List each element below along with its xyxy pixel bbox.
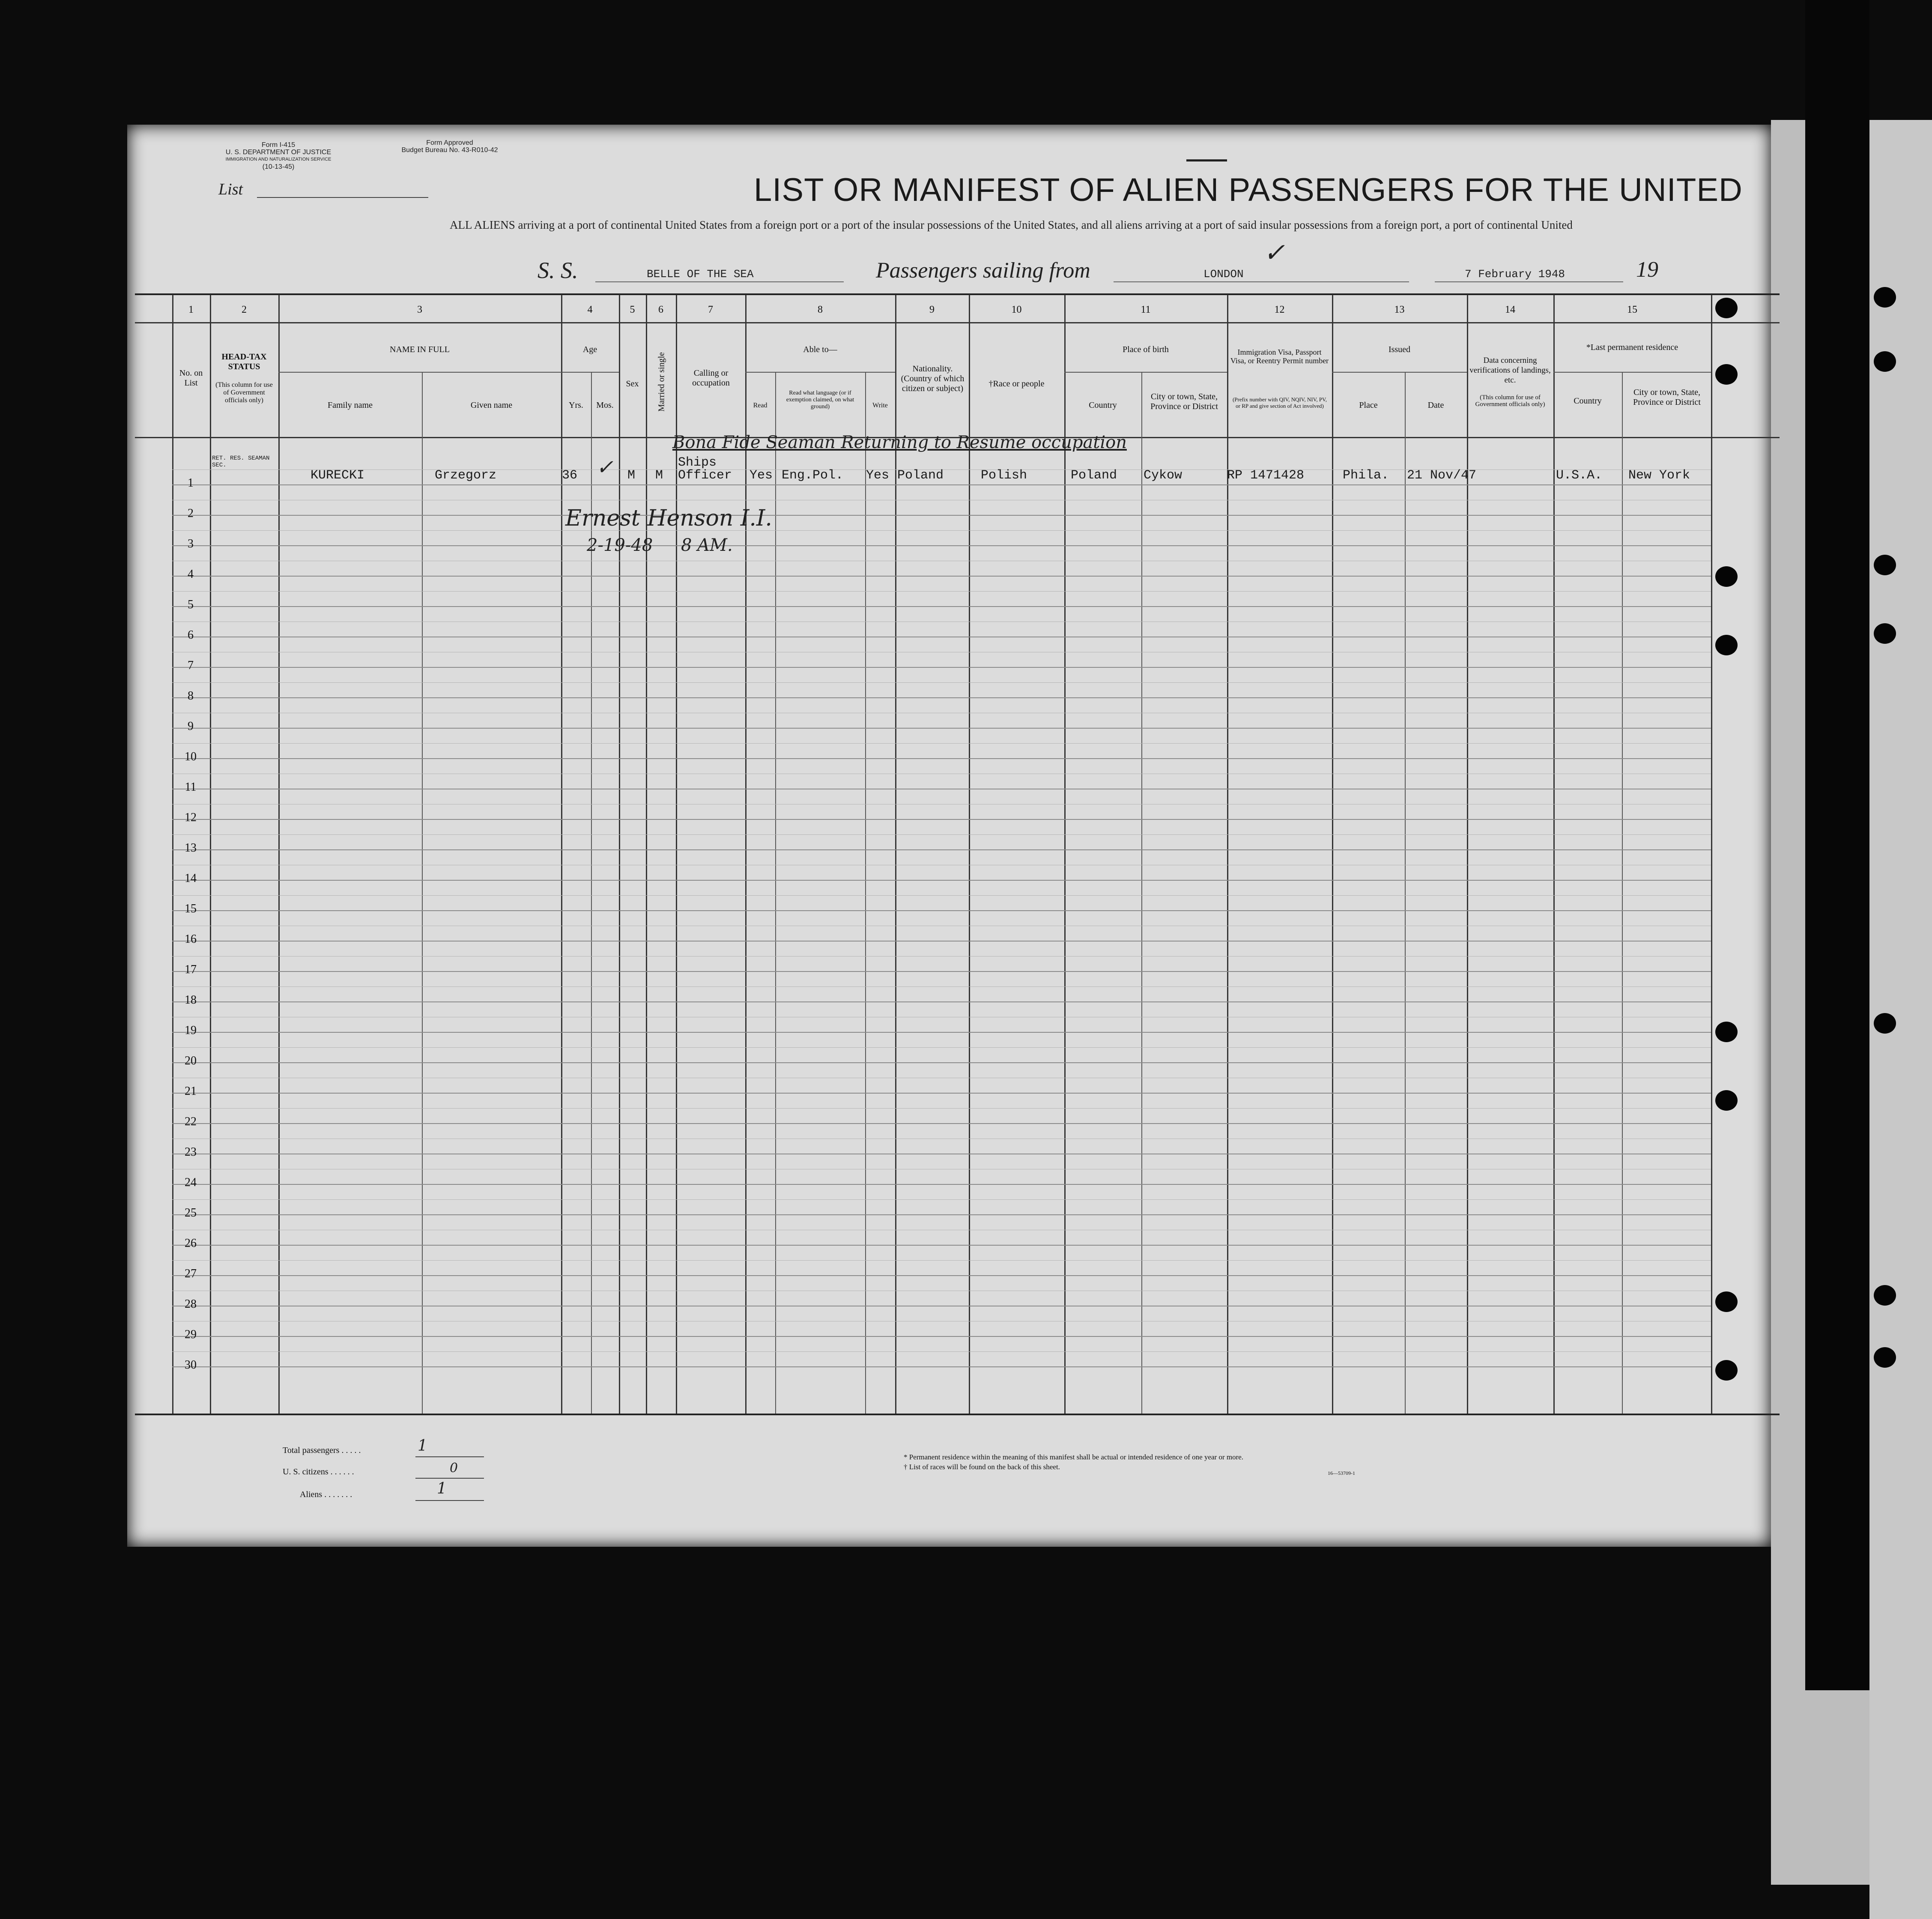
col-line-14: [1467, 295, 1468, 1414]
colnum-5: 5: [630, 304, 635, 315]
colnum-11: 11: [1141, 304, 1151, 315]
col-line-8: [745, 295, 747, 1414]
port-name: LONDON: [1203, 268, 1244, 281]
citizens-line: [415, 1478, 484, 1479]
row-number: 14: [185, 872, 197, 885]
hdr-res-country: Country: [1574, 396, 1602, 406]
punch-hole: [1874, 1013, 1896, 1034]
total-line: [415, 1456, 484, 1457]
hdr-head-tax: HEAD-TAX STATUS: [221, 352, 267, 371]
colnum-1: 1: [188, 304, 194, 315]
row-number: 11: [185, 780, 197, 794]
colnum-15: 15: [1627, 304, 1637, 315]
inspection-date: 2-19-48: [587, 535, 653, 555]
punch-hole: [1715, 1090, 1738, 1111]
total-passengers-value: 1: [418, 1437, 427, 1455]
row-rule: [172, 819, 1711, 820]
row-sub-rule: [172, 1199, 1711, 1200]
colnum-2: 2: [242, 304, 247, 315]
row-number: 12: [185, 811, 197, 824]
row-rule: [172, 667, 1711, 668]
row-rule: [172, 1032, 1711, 1033]
visa-cell: RP 1471428: [1227, 468, 1305, 483]
issued-date-cell: 21 Nov/47: [1407, 468, 1477, 483]
hdr-calling: Calling or occupation: [692, 368, 730, 388]
row-sub-rule: [172, 530, 1711, 531]
row-number: 27: [185, 1267, 197, 1280]
hdr-place-of-birth: Place of birth: [1123, 345, 1169, 354]
age-check: ✓: [596, 456, 614, 479]
row-sub-rule: [172, 1047, 1711, 1048]
hdr-read: Read: [753, 402, 767, 409]
table-bottom-rule: [135, 1414, 1780, 1415]
list-label: List: [218, 180, 243, 198]
row-number: 30: [185, 1358, 197, 1372]
col-line-8c: [865, 373, 866, 1414]
punch-hole: [1715, 566, 1738, 587]
colnum-10: 10: [1011, 304, 1022, 315]
residence-sub-rule: [1553, 372, 1711, 373]
occupation-line-2: Officer: [678, 468, 732, 483]
write-cell: Yes: [866, 468, 890, 483]
row-number: 1: [188, 476, 194, 490]
us-citizens-label: U. S. citizens . . . . . .: [283, 1467, 354, 1477]
res-country-cell: U.S.A.: [1556, 468, 1603, 483]
row-rule: [172, 1336, 1711, 1337]
birth-sub-rule: [1064, 372, 1227, 373]
row-number: 16: [185, 933, 197, 946]
hdr-read-language: Read what language (or if exemption claimed, on what ground): [786, 390, 854, 410]
col-line-3b: [422, 373, 423, 1414]
punch-hole: [1874, 623, 1896, 644]
col-line-13b: [1405, 373, 1406, 1414]
row-sub-rule: [172, 743, 1711, 744]
married-cell: M: [655, 468, 663, 483]
hdr-yrs: Yrs.: [569, 401, 583, 410]
colnum-9: 9: [929, 304, 935, 315]
col-line-15b: [1622, 373, 1623, 1414]
row-number: 28: [185, 1297, 197, 1311]
date-line: [1435, 281, 1623, 282]
hdr-able-to: Able to—: [803, 345, 837, 354]
row-rule: [172, 728, 1711, 729]
row-number: 9: [188, 720, 194, 733]
aliens-label: Aliens . . . . . . .: [300, 1490, 352, 1499]
punch-hole: [1874, 1285, 1896, 1306]
colnum-8: 8: [818, 304, 823, 315]
col-line-2: [210, 295, 211, 1414]
sailing-label: Passengers sailing from: [876, 258, 1090, 283]
row-sub-rule: [172, 986, 1711, 987]
row-rule: [172, 1123, 1711, 1124]
row-rule: [172, 576, 1711, 577]
name-sub-rule: [278, 372, 561, 373]
row-number: 25: [185, 1206, 197, 1220]
footnote-residence: * Permanent residence within the meaning of this manifest shall be actual or intended residence of one year or more.: [904, 1453, 1244, 1461]
total-passengers-text: Total passengers: [283, 1446, 340, 1455]
hdr-res-city: City or town, State, Province or District: [1633, 388, 1701, 407]
hdr-race: †Race or people: [988, 379, 1045, 389]
scan-border: [1805, 0, 1869, 1690]
row-rule: [172, 515, 1711, 516]
aliens-line: [415, 1500, 484, 1501]
col-line-6: [646, 295, 647, 1414]
hdr-birth-city: City or town, State, Province or District: [1150, 392, 1218, 411]
row-number: 20: [185, 1054, 197, 1067]
sailing-date: 7 February 1948: [1465, 268, 1565, 281]
punch-hole: [1715, 1360, 1738, 1381]
row-rule: [172, 1214, 1711, 1215]
total-passengers-label: Total passengers . . . . .: [283, 1446, 361, 1455]
occupation-line-1: Ships: [678, 455, 717, 470]
row-number: 23: [185, 1145, 197, 1159]
issued-sub-rule: [1332, 372, 1467, 373]
row-rule: [172, 1062, 1711, 1063]
row-number: 7: [188, 659, 194, 672]
row-rule: [172, 1275, 1711, 1276]
punch-hole: [1715, 364, 1738, 385]
age-yrs-cell: 36: [562, 468, 578, 483]
colnum-rule: [135, 322, 1780, 323]
row-rule: [172, 758, 1711, 759]
page-subtitle: ALL ALIENS arriving at a port of continental United States from a foreign port or a port of the insular possessions of the United States, and all aliens arriving at a port of said insular possessions from a foreign port, a port of continental United: [450, 218, 1573, 231]
hdr-given-name: Given name: [470, 401, 513, 410]
us-citizens-text: U. S. citizens: [283, 1467, 328, 1477]
able-sub-rule: [745, 372, 895, 373]
col-line-11: [1064, 295, 1066, 1414]
hdr-issued-place: Place: [1359, 401, 1378, 410]
annotation-handwritten: Bona Fide Seaman Returning to Resume occupation: [672, 433, 1127, 452]
col-line-7: [676, 295, 677, 1414]
ship-name: BELLE OF THE SEA: [647, 268, 754, 281]
hdr-no-on-list: No. on List: [179, 368, 203, 388]
inspector-signature: Ernest Henson I.I.: [565, 505, 772, 531]
row-number: 29: [185, 1328, 197, 1341]
punch-hole: [1874, 287, 1896, 308]
row-rule: [172, 910, 1711, 911]
colnum-14: 14: [1505, 304, 1515, 315]
inspection-time: 8 AM.: [681, 535, 733, 555]
colnum-6: 6: [658, 304, 663, 315]
table-top-rule: [135, 293, 1780, 295]
aliens-value: 1: [437, 1480, 447, 1498]
hdr-data-concerning: Data concerning verifications of landings, etc.: [1469, 356, 1551, 385]
row-sub-rule: [172, 1108, 1711, 1109]
col-line-13: [1332, 295, 1333, 1414]
row-number: 6: [188, 628, 194, 642]
budget-number: Budget Bureau No. 43-R010-42: [401, 146, 498, 154]
row-number: 3: [188, 537, 194, 550]
form-id-block: [206, 141, 351, 170]
read-cell: Yes: [750, 468, 773, 483]
col-line-9: [895, 295, 896, 1414]
row-sub-rule: [172, 1260, 1711, 1261]
col-line-3: [278, 295, 280, 1414]
language-cell: Eng.Pol.: [782, 468, 844, 483]
punch-hole: [1874, 555, 1896, 575]
row-number: 19: [185, 1024, 197, 1037]
col-line-12: [1227, 295, 1228, 1414]
row-number: 21: [185, 1085, 197, 1098]
row-rule: [172, 1093, 1711, 1094]
col-line-8b: [775, 373, 776, 1414]
row-number: 26: [185, 1237, 197, 1250]
issued-place-cell: Phila.: [1343, 468, 1389, 483]
row-rule: [172, 941, 1711, 942]
form-number: Form I-415: [261, 141, 296, 149]
hdr-family-name: Family name: [328, 401, 373, 410]
manifest-sheet: [127, 125, 1771, 1547]
hdr-head-tax-note: (This column for use of Government officials only): [215, 381, 273, 404]
aliens-text: Aliens: [300, 1490, 322, 1499]
row-sub-rule: [172, 834, 1711, 835]
row-sub-rule: [172, 591, 1711, 592]
punch-hole: [1715, 635, 1738, 655]
col-line-15: [1553, 295, 1555, 1414]
hdr-last-residence: *Last permanent residence: [1586, 343, 1678, 352]
given-name-cell: Grzegorz: [435, 468, 497, 483]
department: U. S. DEPARTMENT OF JUSTICE: [225, 149, 331, 156]
birth-city-cell: Cykow: [1144, 468, 1182, 483]
hdr-age: Age: [582, 345, 597, 354]
row-rule: [172, 1001, 1711, 1002]
port-check: ✓: [1263, 239, 1285, 267]
colnum-12: 12: [1274, 304, 1285, 315]
row-rule: [172, 1184, 1711, 1185]
hdr-sex: Sex: [626, 379, 639, 389]
row-number: 22: [185, 1115, 197, 1128]
colnum-3: 3: [417, 304, 422, 315]
form-approved: Form Approved: [426, 139, 473, 146]
year-label: 19: [1636, 257, 1658, 282]
col-line-4: [561, 295, 562, 1414]
family-name-cell: KURECKI: [311, 468, 365, 483]
col-line-11b: [1141, 373, 1142, 1414]
age-sub-rule: [561, 372, 619, 373]
res-city-cell: New York: [1628, 468, 1690, 483]
row-rule: [172, 849, 1711, 850]
hdr-issued: Issued: [1388, 345, 1411, 354]
row-sub-rule: [172, 1351, 1711, 1352]
sex-cell: M: [627, 468, 636, 483]
punch-hole: [1715, 1022, 1738, 1042]
row-number: 17: [185, 963, 197, 976]
punch-hole: [1715, 298, 1738, 318]
print-code: 16—53709-1: [1328, 1470, 1355, 1476]
hdr-birth-country: Country: [1089, 401, 1117, 410]
row-number: 24: [185, 1176, 197, 1189]
row-rule: [172, 606, 1711, 607]
us-citizens-value: 0: [450, 1461, 458, 1476]
row-number: 8: [188, 689, 194, 702]
hdr-nationality: Nationality. (Country of which citizen or subject): [901, 364, 965, 393]
row-number: 15: [185, 902, 197, 915]
row-number: 10: [185, 750, 197, 763]
page-title: LIST OR MANIFEST OF ALIEN PASSENGERS FOR THE UNITED: [754, 172, 1743, 208]
hdr-write: Write: [872, 402, 888, 409]
colnum-13: 13: [1394, 304, 1405, 315]
row-sub-rule: [172, 895, 1711, 896]
hdr-visa: Immigration Visa, Passport Visa, or Reentry Permit number: [1230, 348, 1329, 365]
row-rule: [172, 545, 1711, 546]
hdr-mos: Mos.: [596, 401, 614, 410]
col-line-10: [969, 295, 970, 1414]
footnote-races: † List of races will be found on the back of this sheet.: [904, 1463, 1060, 1471]
service: IMMIGRATION AND NATURALIZATION SERVICE: [225, 157, 331, 162]
ship-line: [595, 281, 844, 282]
row-number: 18: [185, 993, 197, 1007]
hdr-visa-note: (Prefix number with QIV, NQIV, NIV, PV, or RP and give section of Act involved): [1232, 396, 1327, 409]
date-code: (10-13-45): [262, 163, 295, 170]
col-line-5: [619, 295, 620, 1414]
punch-hole: [1715, 1291, 1738, 1312]
row-rule: [172, 971, 1711, 972]
row-number: 13: [185, 841, 197, 855]
hdr-name-in-full: NAME IN FULL: [390, 345, 450, 354]
colnum-7: 7: [708, 304, 713, 315]
row-sub-rule: [172, 682, 1711, 683]
list-line: [257, 197, 428, 198]
race-cell: Polish: [981, 468, 1027, 483]
row-number: 5: [188, 598, 194, 611]
birth-country-cell: Poland: [1071, 468, 1117, 483]
row-rule: [172, 880, 1711, 881]
hdr-married: Married or single: [657, 352, 666, 412]
budget-block: [377, 139, 523, 154]
row-rule: [172, 697, 1711, 698]
row-rule: [172, 1366, 1711, 1367]
row-sub-rule: [172, 956, 1711, 957]
head-tax-entry: RET. RES. SEAMAN SEC.: [212, 455, 270, 469]
punch-hole: [1874, 1347, 1896, 1368]
colnum-4: 4: [587, 304, 593, 315]
row-rule: [172, 1245, 1711, 1246]
row-number: 4: [188, 568, 194, 581]
row-rule: [172, 484, 1711, 485]
nationality-cell: Poland: [897, 468, 944, 483]
top-dash: [1186, 159, 1227, 161]
col-line-16: [1711, 295, 1712, 1414]
ss-label: S. S.: [537, 257, 578, 283]
port-line: [1114, 281, 1409, 282]
hdr-data-note: (This column for use of Government officials only): [1475, 394, 1545, 408]
row-number: 2: [188, 507, 194, 520]
hdr-issued-date: Date: [1427, 401, 1444, 410]
punch-hole: [1874, 351, 1896, 372]
